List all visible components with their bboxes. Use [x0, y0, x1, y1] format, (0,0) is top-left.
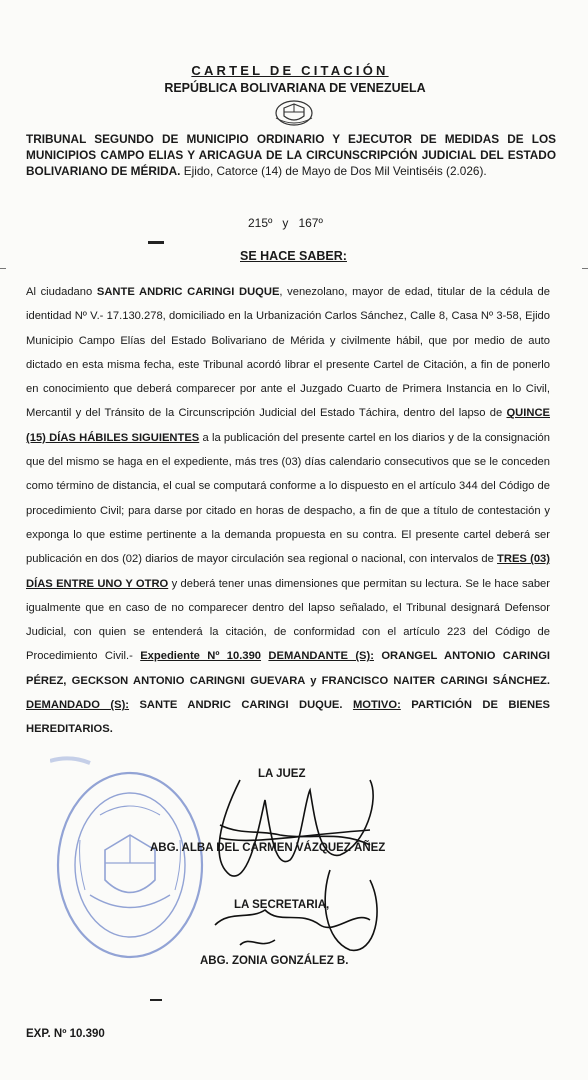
defendant-label: DEMANDADO (S):: [26, 699, 130, 712]
body-text-4: y deberá tener unas dimensiones que permitan su lectura. Se le hace saber igualmente que en caso de no comparecer dentro del lapso señalado, el Tribunal designará Defensor Judicial, con quien se entenderá la citación, de conformidad con el artículo 223 del Código de Procedimiento Civil.-: [26, 577, 550, 663]
tribunal-name: TRIBUNAL SEGUNDO DE MUNICIPIO ORDINARIO Y EJECUTOR DE MEDIDAS DE LOS MUNICIPIOS CAMPO ELIAS Y ARICAGUA DE LA CIRCUNSCRIPCIÓN JUDICIAL DEL ESTADO BOLIVARIANO DE MÉRIDA.: [26, 132, 556, 178]
dash-mark: [150, 999, 162, 1001]
footer-expediente: EXP. Nº 10.390: [26, 1028, 105, 1040]
document-subtitle: REPÚBLICA BOLIVARIANA DE VENEZUELA: [164, 81, 426, 95]
ref-a: 215º: [248, 216, 273, 230]
handwritten-signatures: [180, 760, 400, 980]
ref-b: 167º: [298, 216, 323, 230]
ref-sep: y: [282, 216, 289, 230]
judge-title: LA JUEZ: [258, 768, 306, 780]
citation-body: [26, 280, 550, 742]
defendant-value: SANTE ANDRIC CARINGI DUQUE.: [129, 699, 353, 712]
dash-mark: [148, 241, 164, 244]
edge-mark: [0, 268, 6, 269]
coat-of-arms-icon: [272, 98, 316, 128]
edge-mark: [582, 268, 588, 269]
secretary-name: ABG. ZONIA GONZÁLEZ B.: [200, 955, 349, 967]
plaintiff-names: ORANGEL ANTONIO CARINGI PÉREZ, GECKSON ANTONIO CARINGNI GUEVARA y FRANCISCO NAITER CARINGI SÁNCHEZ.: [26, 650, 551, 687]
judge-name: ABG. ALBA DEL CARMEN VÁZQUEZ ÁÑEZ: [150, 842, 386, 854]
body-text-3: a la publicación del presente cartel en los diarios y de la consignación que del mismo se haga en el expediente, más tres (03) días calendario consecutivos que se le conceden como término de distancia, el cual se computará conforme a lo dispuesto en el artículo 344 del Código de procedimiento Civil; para darse por citado en horas de despacho, a fin de que a título de contestación y exponga lo que estime pertinente a la demanda propuesta en su contra. El presente cartel deberá ser publicación en dos (02) diarios de mayor circulación sea regional o nacional, con intervalos de: [26, 431, 551, 566]
se-hace-saber-heading: SE HACE SABER:: [240, 249, 347, 263]
expediente-label: Expediente Nº 10.390: [140, 650, 262, 663]
document-title: CARTEL DE CITACIÓN: [191, 63, 389, 78]
body-text-2: , venezolano, mayor de edad, titular de la cédula de identidad Nº V.- 17.130.278, domiciliado en la Urbanización Carlos Sánchez, Calle 8, Casa Nº 3-58, Ejido Municipio Campo Elías del Estado Bolivariano de Mérida y civilmente hábil, que por medio de auto dictado en esta misma fecha, este Tribunal acordó librar el presente Cartel de Citación, a fin de ponerlo en conocimiento que deberá comparecer por ante el Juzgado Cuarto de Primera Instancia en lo Civil, Mercantil y del Tránsito de la Circunscripción Judicial del Estado Táchira, dentro del lapso de: [26, 286, 550, 420]
secretary-title: LA SECRETARIA,: [234, 899, 330, 911]
interval-phrase: TRES (03) DÍAS ENTRE UNO Y OTRO: [26, 553, 550, 590]
motive-label: MOTIVO:: [352, 699, 401, 712]
motive-value: PARTICIÓN DE BIENES HEREDITARIOS.: [26, 699, 550, 736]
reference-years: [248, 216, 368, 230]
plaintiff-label: DEMANDANTE (S):: [268, 650, 374, 663]
defendant-name: SANTE ANDRIC CARINGI DUQUE: [96, 286, 280, 298]
deadline-phrase: QUINCE (15) DÍAS HÁBILES SIGUIENTES: [26, 407, 550, 444]
body-text-1: Al ciudadano: [26, 286, 97, 298]
tribunal-header: [26, 131, 556, 179]
document-date: Ejido, Catorce (14) de Mayo de Dos Mil Veintiséis (2.026).: [183, 164, 487, 178]
